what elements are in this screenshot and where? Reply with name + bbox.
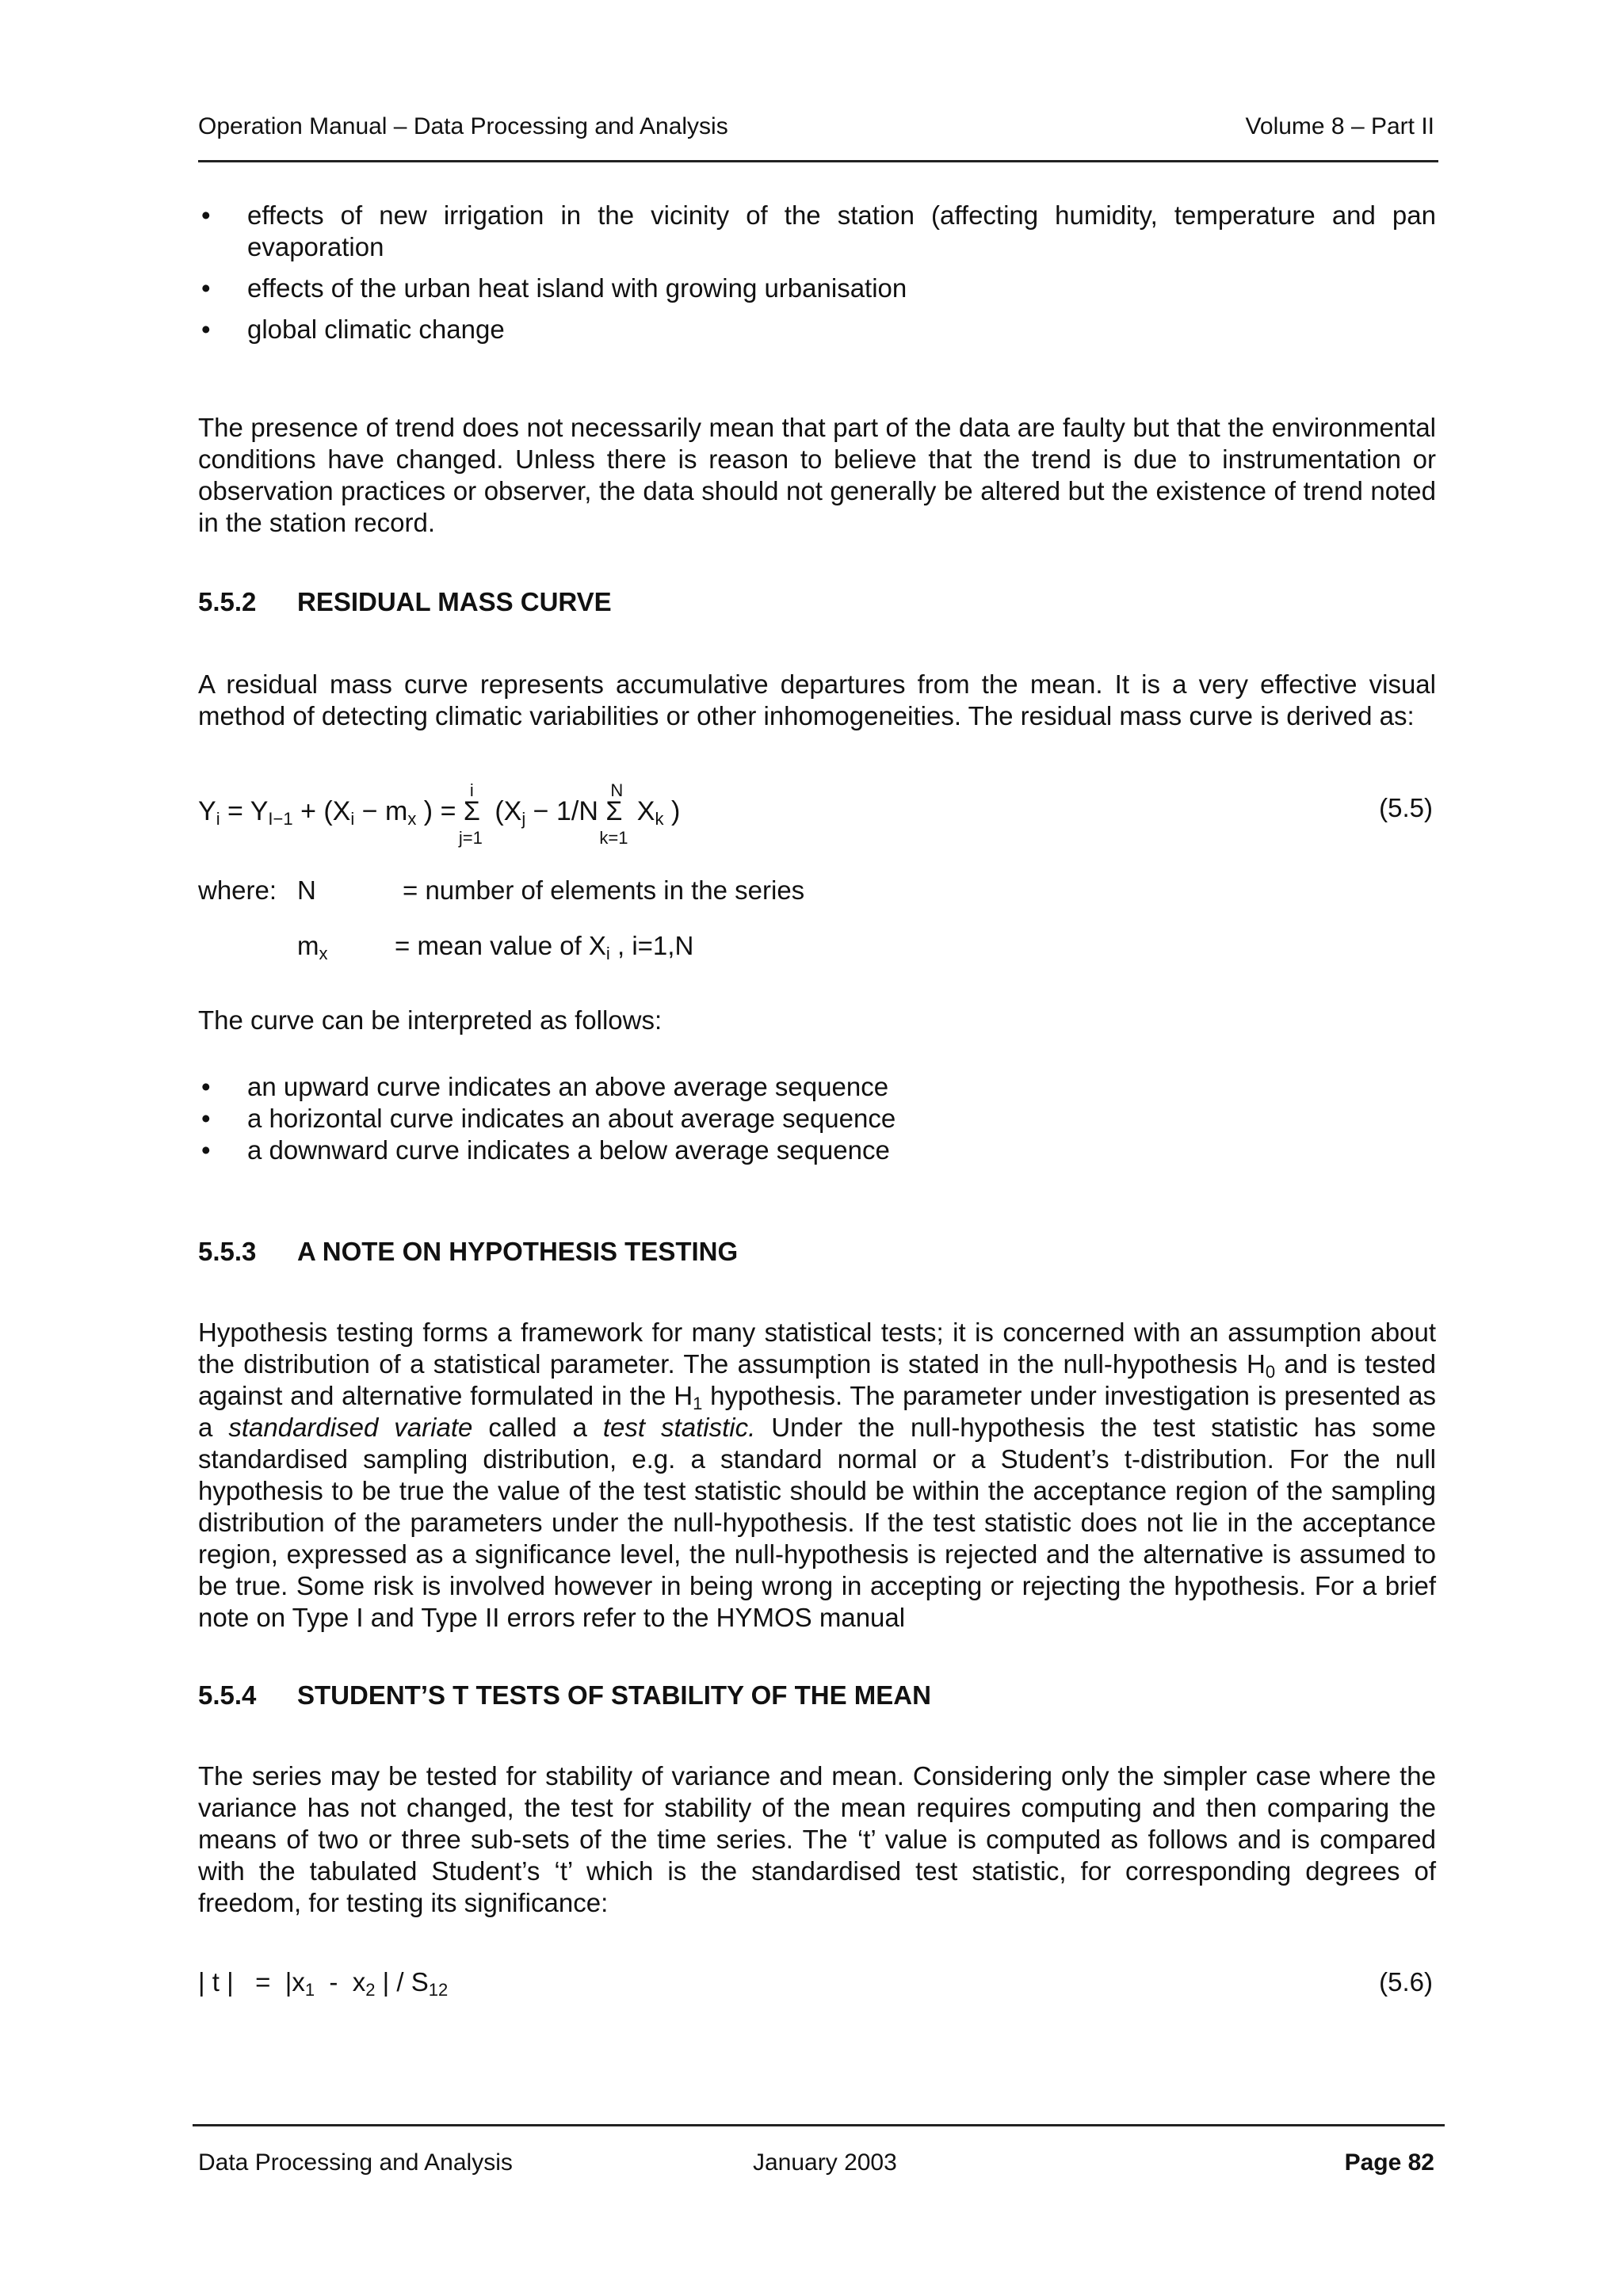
footer-date: January 2003 bbox=[753, 2149, 897, 2176]
bullet-icon: • bbox=[201, 200, 211, 230]
section-heading-5-5-2: 5.5.2 RESIDUAL MASS CURVE bbox=[198, 587, 612, 616]
list-item: • a downward curve indicates a below average sequence bbox=[201, 1135, 890, 1165]
curve-intro: The curve can be interpreted as follows: bbox=[198, 1005, 663, 1035]
paragraph-student-t: The series may be tested for stability of variance and mean. Considering only the simpler case where the variance has not changed, the test for stability of the mean requires computing and then comparing the means of two or three sub-sets of the time series. The ‘t’ value is computed as follows and is compared with the tabulated Student’s ‘t’ which is the standardised test statistic, for corresponding degrees of freedom, for testing its significance: bbox=[198, 1761, 1436, 1917]
bullet-list-causes bbox=[198, 200, 1436, 345]
equation-5-5 bbox=[198, 780, 1436, 856]
header-rule bbox=[198, 160, 1438, 162]
bullet-icon: • bbox=[201, 315, 211, 344]
paragraph-trend: The presence of trend does not necessarily mean that part of the data are faulty but that the environmental conditions have changed. Unless there is reason to believe that the trend is due to instrumentation or observation practices or observer, the data should not generally be altered but the existence of trend noted in the station record. bbox=[198, 413, 1436, 537]
page-number: Page 82 bbox=[1344, 2149, 1434, 2176]
list-item: • an upward curve indicates an above average sequence bbox=[201, 1072, 889, 1101]
bullet-icon: • bbox=[201, 273, 211, 303]
where-definitions bbox=[198, 875, 911, 962]
list-item: • global climatic change bbox=[201, 315, 505, 344]
list-item: • a horizontal curve indicates an about average sequence bbox=[201, 1104, 896, 1133]
formula-residual-mass: $Y_i = Y_{I-1} + (X_i - m_x$ ) = i Σ j=1 ($X_j - 1/N$ N Σ k=1 $X_k$ ) bbox=[198, 780, 681, 848]
bullet-icon: • bbox=[201, 1104, 211, 1133]
formula-t-statistic: | t | = $|x_1 - x_2$ | / $S_{12}$ bbox=[198, 1967, 449, 2000]
equation-number-5-5: (5.5) bbox=[1379, 793, 1433, 822]
page-header bbox=[198, 111, 1434, 143]
bullet-list-curve bbox=[198, 1071, 1436, 1166]
header-right: Volume 8 – Part II bbox=[1245, 113, 1434, 139]
header-left: Operation Manual – Data Processing and Analysis bbox=[198, 113, 728, 139]
paragraph-residual-mass: A residual mass curve represents accumulative departures from the mean. It is a very effective visual method of detecting climatic variabilities or other inhomogeneities. The residual mass curve is derived as: bbox=[198, 669, 1436, 730]
where-row-n: where: N = number of elements in the series bbox=[198, 875, 805, 905]
list-item: • effects of the urban heat island with growing urbanisation bbox=[201, 273, 907, 303]
list-item: • effects of new irrigation in the vicinity of the station (affecting humidity, temperature and pan evaporation bbox=[201, 200, 1436, 261]
equation-5-6 bbox=[198, 1966, 1436, 2001]
paragraph-hypothesis: Hypothesis testing forms a framework for many statistical tests; it is concerned with an assumption about the distribution of a statistical parameter. The assumption is stated in the null-hypothesis $H_0$ and is tested against and alternative formulated in the $H_1$ hypothesis. The parameter under investigation is presented as a standardised variate called a test statistic. Under the null-hypothesis the test statistic has some standardised sampling distribution, e.g. a standard normal or a Student’s t-distribution. For the null hypothesis to be true the value of the test statistic should be within the acceptance region of the sampling distribution of the parameters under the null-hypothesis. If the test statistic does not lie in the acceptance region, expressed as a significance level, the null-hypothesis is rejected and the alternative is assumed to be true. Some risk is involved however in being wrong in accepting or rejecting the hypothesis. For a brief note on Type I and Type II errors refer to the HYMOS manual bbox=[198, 1318, 1437, 1632]
page-footer bbox=[198, 2147, 1434, 2179]
bullet-icon: • bbox=[201, 1072, 211, 1101]
where-row-m: $m_x$ = mean value of $X_i$ , i=1,N bbox=[297, 931, 694, 963]
footer-left: Data Processing and Analysis bbox=[198, 2149, 513, 2176]
footer-rule bbox=[193, 2124, 1445, 2126]
equation-number-5-6: (5.6) bbox=[1379, 1967, 1433, 1997]
bullet-icon: • bbox=[201, 1135, 211, 1165]
section-heading-5-5-4: 5.5.4 STUDENT’S T TESTS OF STABILITY OF THE MEAN bbox=[198, 1680, 931, 1710]
section-heading-5-5-3: 5.5.3 A NOTE ON HYPOTHESIS TESTING bbox=[198, 1237, 739, 1266]
